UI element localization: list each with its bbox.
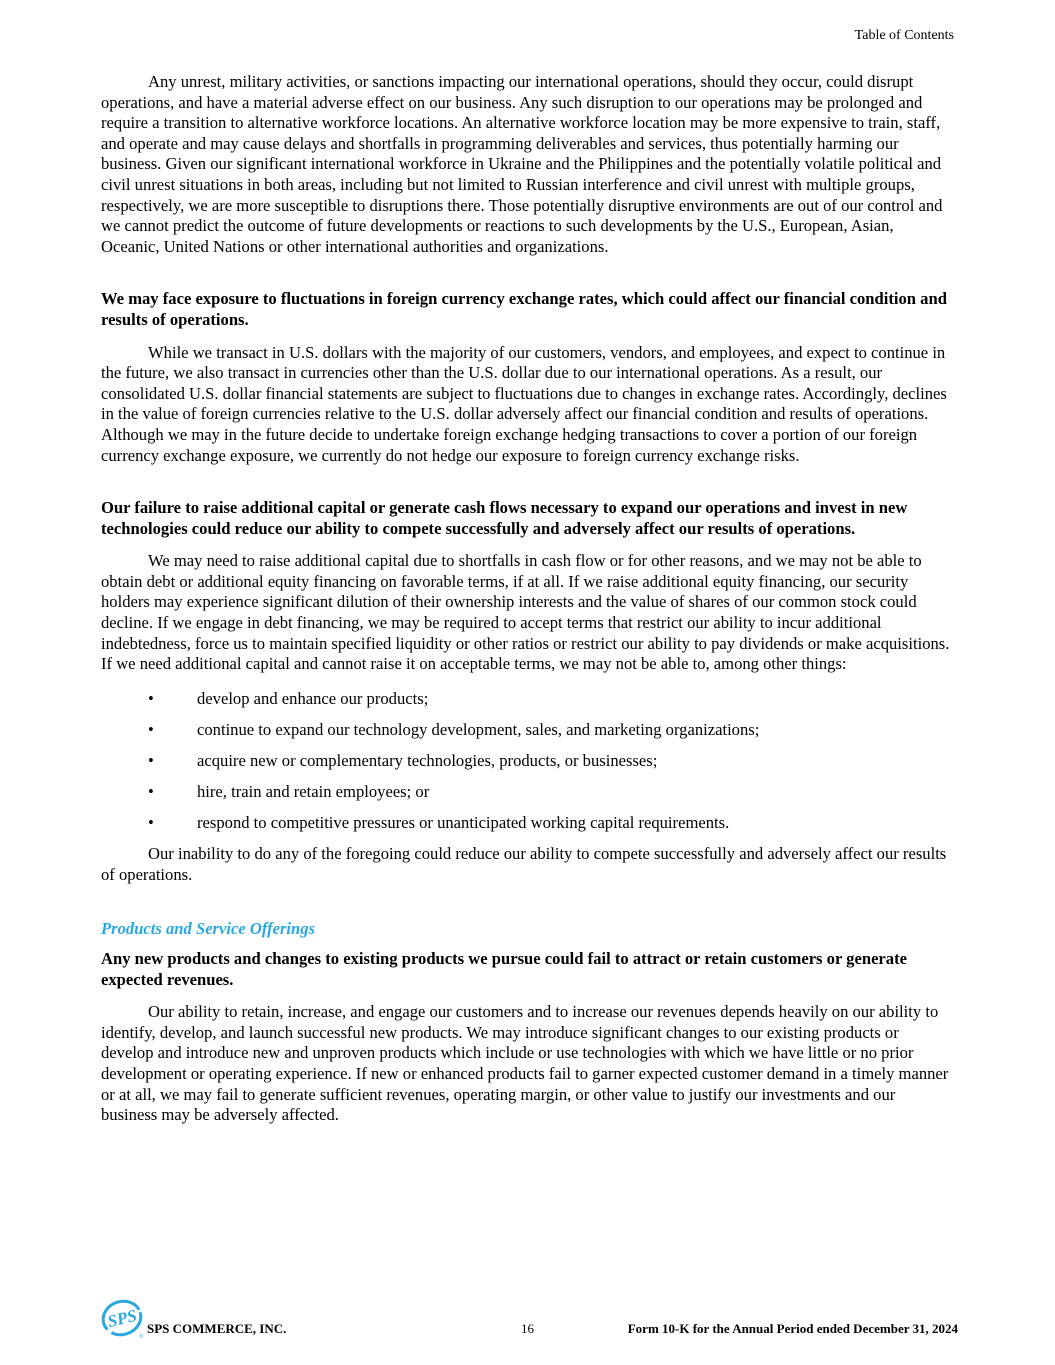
page-number: 16 [521, 1321, 534, 1336]
list-item-text: continue to expand our technology development, sales, and marketing organizations; [197, 719, 760, 739]
risk-heading-foreign-currency: We may face exposure to fluctuations in foreign currency exchange rates, which could affect our financial condition and results of operations. [101, 289, 947, 329]
paragraph-new-products: Our ability to retain, increase, and engage our customers and to increase our revenues depends heavily on our ability to identify, develop, and launch successful new products. We may introduce significant changes to our existing products or develop and introduce new and unproven products which include or use technologies with which we have little or no prior development or operating experience. If new or enhanced products fail to garner expected customer demand in a timely manner or at all, we may fail to generate sufficient revenues, operating margin, or other value to justify our investments and our business may be adversely affected. [101, 1002, 949, 1125]
risk-heading-new-products: Any new products and changes to existing products we pursue could fail to attract or retain customers or generate expected revenues. [101, 949, 907, 989]
list-item-text: hire, train and retain employees; or [197, 782, 430, 802]
bullet-icon [148, 813, 154, 834]
list-item [101, 813, 954, 834]
list-item [101, 689, 954, 710]
bullet-icon [148, 720, 154, 741]
registered-mark: ® [139, 1334, 144, 1340]
paragraph-additional-capital: We may need to raise additional capital due to shortfalls in cash flow or for other reasons, and we may not be able to obtain debt or additional equity financing on favorable terms, if at all. If we raise additional equity financing, our security holders may experience significant dilution of their ownership interests and the value of shares of our common stock could decline. If we engage in debt financing, we may be required to accept terms that restrict our ability to incur additional indebtedness, force us to maintain specified liquidity or other ratios or restrict our ability to pay dividends or make acquisitions. If we need additional capital and cannot raise it on acceptable terms, we may not be able to, among other things: [101, 551, 950, 674]
paragraph-inability: Our inability to do any of the foregoing could reduce our ability to compete successfully and adversely affect our results of operations. [101, 844, 947, 884]
paragraph-international-operations: Any unrest, military activities, or sanctions impacting our international operations, should they occur, could disrupt operations, and have a material adverse effect on our business. Any such disruption to our operations may be prolonged and require a transition to alternative workforce locations. An alternative workforce location may be more expensive to train, staff, and operate and may cause delays and shortfalls in programming deliverables and services, thus potentially harming our business. Given our significant international workforce in Ukraine and the Philippines and the potentially volatile political and civil unrest situations in both areas, including but not limited to Russian interference and civil unrest with multiple groups, respectively, we are more susceptible to disruptions there. Those potentially disruptive environments are out of our control and we cannot predict the outcome of future developments or reactions to such developments by the U.S., European, Asian, Oceanic, United Nations or other international authorities and organizations. [101, 72, 943, 256]
bullet-icon [148, 689, 154, 710]
footer-form-label: Form 10-K for the Annual Period ended December 31, 2024 [627, 1321, 958, 1336]
bullet-icon [148, 751, 154, 772]
bullet-icon [148, 782, 154, 803]
list-item [101, 782, 954, 803]
table-of-contents-link: Table of Contents [854, 28, 954, 43]
logo-text: SPS [105, 1305, 139, 1332]
list-item-text: acquire new or complementary technologies, products, or businesses; [197, 751, 658, 771]
risk-heading-additional-capital: Our failure to raise additional capital or generate cash flows necessary to expand our operations and invest in new technologies could reduce our ability to compete successfully and adversely affect our results of operations. [101, 498, 908, 538]
footer-company-name: SPS COMMERCE, INC. [147, 1321, 287, 1336]
list-item [101, 751, 954, 772]
document-body [101, 72, 954, 1126]
section-heading-products-offerings: Products and Service Offerings [101, 918, 316, 938]
page-footer [101, 1285, 958, 1345]
list-item [101, 720, 954, 741]
list-item-text: respond to competitive pressures or unanticipated working capital requirements. [197, 813, 730, 833]
list-item-text: develop and enhance our products; [197, 688, 429, 708]
bullet-list [101, 689, 954, 834]
paragraph-foreign-currency: While we transact in U.S. dollars with the majority of our customers, vendors, and employees, and expect to continue in the future, we also transact in currencies other than the U.S. dollar due to our international operations. As a result, our consolidated U.S. dollar financial statements are subject to fluctuations due to changes in exchange rates. Accordingly, declines in the value of foreign currencies relative to the U.S. dollar adversely affect our financial condition and results of operations. Although we may in the future decide to undertake foreign exchange hedging transactions to cover a portion of our foreign currency exchange exposure, we currently do not hedge our exposure to foreign currency exchange risks. [101, 342, 947, 465]
